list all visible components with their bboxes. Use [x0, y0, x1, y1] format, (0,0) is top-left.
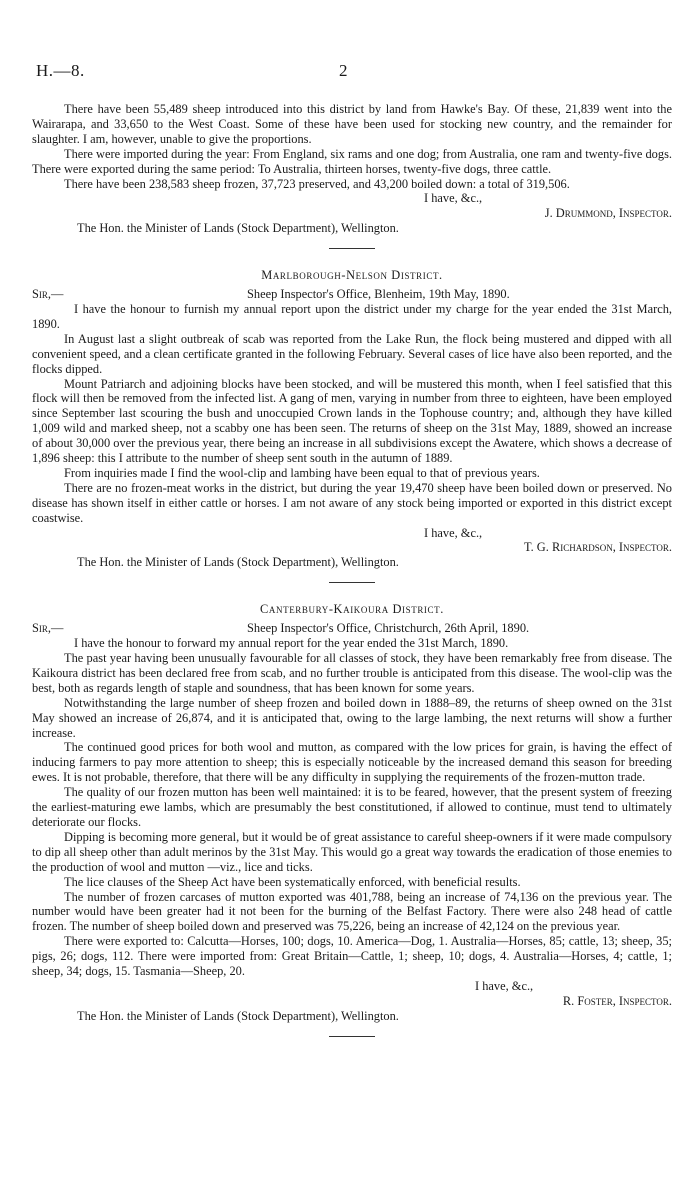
paragraph: From inquiries made I find the wool-clip and lambing have been equal to that of previous years. [64, 465, 540, 480]
paragraph: There were imported during the year: From England, six rams and one dog; from Australia, one ram and twenty-five dogs. There were exported during the same period: To Australia, thirteen horses, twenty-five dogs, three cattle. [32, 146, 672, 176]
section-divider [329, 1036, 375, 1037]
section-divider [329, 582, 375, 583]
salutation: Sir,— [32, 621, 64, 636]
salutation: Sir,— [32, 287, 64, 302]
section-marlborough-nelson [32, 268, 672, 570]
signer-name: J. Drummond, Inspector. [544, 206, 672, 221]
paper-reference: H.—8. [36, 61, 85, 80]
addressee: The Hon. the Minister of Lands (Stock Department), Wellington. [77, 221, 399, 236]
sign-off: I have, &c., [424, 191, 483, 206]
section-heading: Canterbury-Kaikoura District. [260, 602, 444, 617]
paragraph: Dipping is becoming more general, but it would be of great assistance to careful sheep-owners if it were made compulsory to dip all sheep other than adult merinos by the 31st May. This would go a great way towards the eradication of those enemies to the production of wool and mutton —viz., lice and ticks. [32, 829, 672, 874]
salutation-row [32, 287, 672, 302]
signer-name: T. G. Richardson, Inspector. [523, 540, 672, 555]
paragraph: The past year having been unusually favourable for all classes of stock, they have been remarkably free from disease. The Kaikoura district has been declared free from scab, and no further trouble is anticipated from this disease. The wool-clip was the best, both as regards length of staple and soundness, that has been known for some years. [32, 651, 672, 695]
office-dateline: Sheep Inspector's Office, Christchurch, 26th April, 1890. [247, 621, 530, 636]
section-previous-district [32, 102, 672, 236]
paragraph: There have been 55,489 sheep introduced into this district by land from Hawke's Bay. Of these, 21,839 went into the Wairarapa, and 33,650 to the West Coast. Some of these have been used for stocking new country, and the remainder for slaughter. I am, however, unable to give the proportions. [32, 102, 672, 146]
paragraph: I have the honour to furnish my annual report upon the district under my charge for the year ended the 31st March, 1890. [32, 301, 672, 331]
section-divider [329, 248, 375, 249]
paragraph: Mount Patriarch and adjoining blocks have been stocked, and will be mustered this month, when I feel satisfied that this flock will then be removed from the infected list. A gang of men, varying in number from three to eighteen, have been employed since September last scouring the bush and unoccupied Crown lands in the Tophouse country; and, although they have killed 1,009 wild and marked sheep, not a scabby one has been seen. The returns of sheep on the 31st May, 1889, showed an increase of about 30,000 over the previous year, there being an increase in all subdivisions except the Awatere, which shows a decrease of 1,896 sheep: this I attribute to the number of sheep sent south in the autumn of 1889. [32, 376, 672, 466]
signature [32, 994, 672, 1009]
paragraph: There have been 238,583 sheep frozen, 37,723 preserved, and 43,200 boiled down: a total of 319,506. [64, 176, 570, 191]
office-dateline: Sheep Inspector's Office, Blenheim, 19th May, 1890. [247, 287, 510, 302]
paragraph: There are no frozen-meat works in the district, but during the year 19,470 sheep have been boiled down or preserved. No disease has shown itself in either cattle or horses. I am not aware of any stock being imported or exported in this district except coastwise. [32, 480, 672, 525]
signature [32, 206, 672, 221]
paragraph: I have the honour to forward my annual report for the year ended the 31st March, 1890. [74, 636, 509, 651]
sign-off: I have, &c., [475, 978, 534, 993]
paragraph: Notwithstanding the large number of sheep frozen and boiled down in 1888–89, the returns of sheep owned on the 31st May showed an increase of 26,874, and it is anticipated that, owing to the large lambing, the next returns will show a further increase. [32, 695, 672, 740]
section-canterbury-kaikoura [32, 602, 672, 1023]
paragraph: The continued good prices for both wool and mutton, as compared with the low prices for grain, is having the effect of inducing farmers to pay more attention to sheep; this is especially noticeable by the increased demand this season for breeding ewes. It is not probable, therefore, that there will be any difficulty in supplying the requirements of the frozen-mutton trade. [32, 740, 672, 785]
paragraph: The lice clauses of the Sheep Act have been systematically enforced, with beneficial results. [64, 874, 521, 889]
addressee: The Hon. the Minister of Lands (Stock Department), Wellington. [77, 1008, 399, 1023]
signature [32, 540, 672, 555]
signer-name: R. Foster, Inspector. [562, 993, 672, 1008]
section-heading: Marlborough-Nelson District. [261, 268, 443, 283]
paragraph: The quality of our frozen mutton has been well maintained: it is to be feared, however, that the present system of freezing the earliest-maturing ewe lambs, which are presumably the best constitutioned, if allowed to continue, must tend to ultimately deteriorate our flocks. [32, 785, 672, 829]
paragraph: The number of frozen carcases of mutton exported was 401,788, being an increase of 74,136 on the previous year. The number would have been greater had it not been for the burning of the Belfast Factory. There were also 248 head of cattle frozen. The number of sheep boiled down and preserved was 75,226, being an increase of 42,124 on the previous year. [32, 889, 672, 934]
paragraph: There were exported to: Calcutta—Horses, 100; dogs, 10. America—Dog, 1. Australia—Horses, 85; cattle, 13; sheep, 35; pigs, 26; dogs, 112. There were imported from: Great Britain—Cattle, 1; sheep, 10; dogs, 4. Australia—Horses, 4; cattle, 1; sheep, 34; dogs, 15. Tasmania—Sheep, 20. [32, 934, 672, 979]
addressee: The Hon. the Minister of Lands (Stock Department), Wellington. [77, 555, 399, 570]
page-number: 2 [339, 61, 348, 80]
sign-off: I have, &c., [424, 525, 483, 540]
salutation-row [32, 621, 672, 636]
report-body [32, 102, 672, 1056]
paragraph: In August last a slight outbreak of scab was reported from the Lake Run, the flock being mustered and dipped with all convenient speed, and a clean certificate granted in the following February. Several cases of lice have also been reported, and the flocks dipped. [32, 331, 672, 376]
